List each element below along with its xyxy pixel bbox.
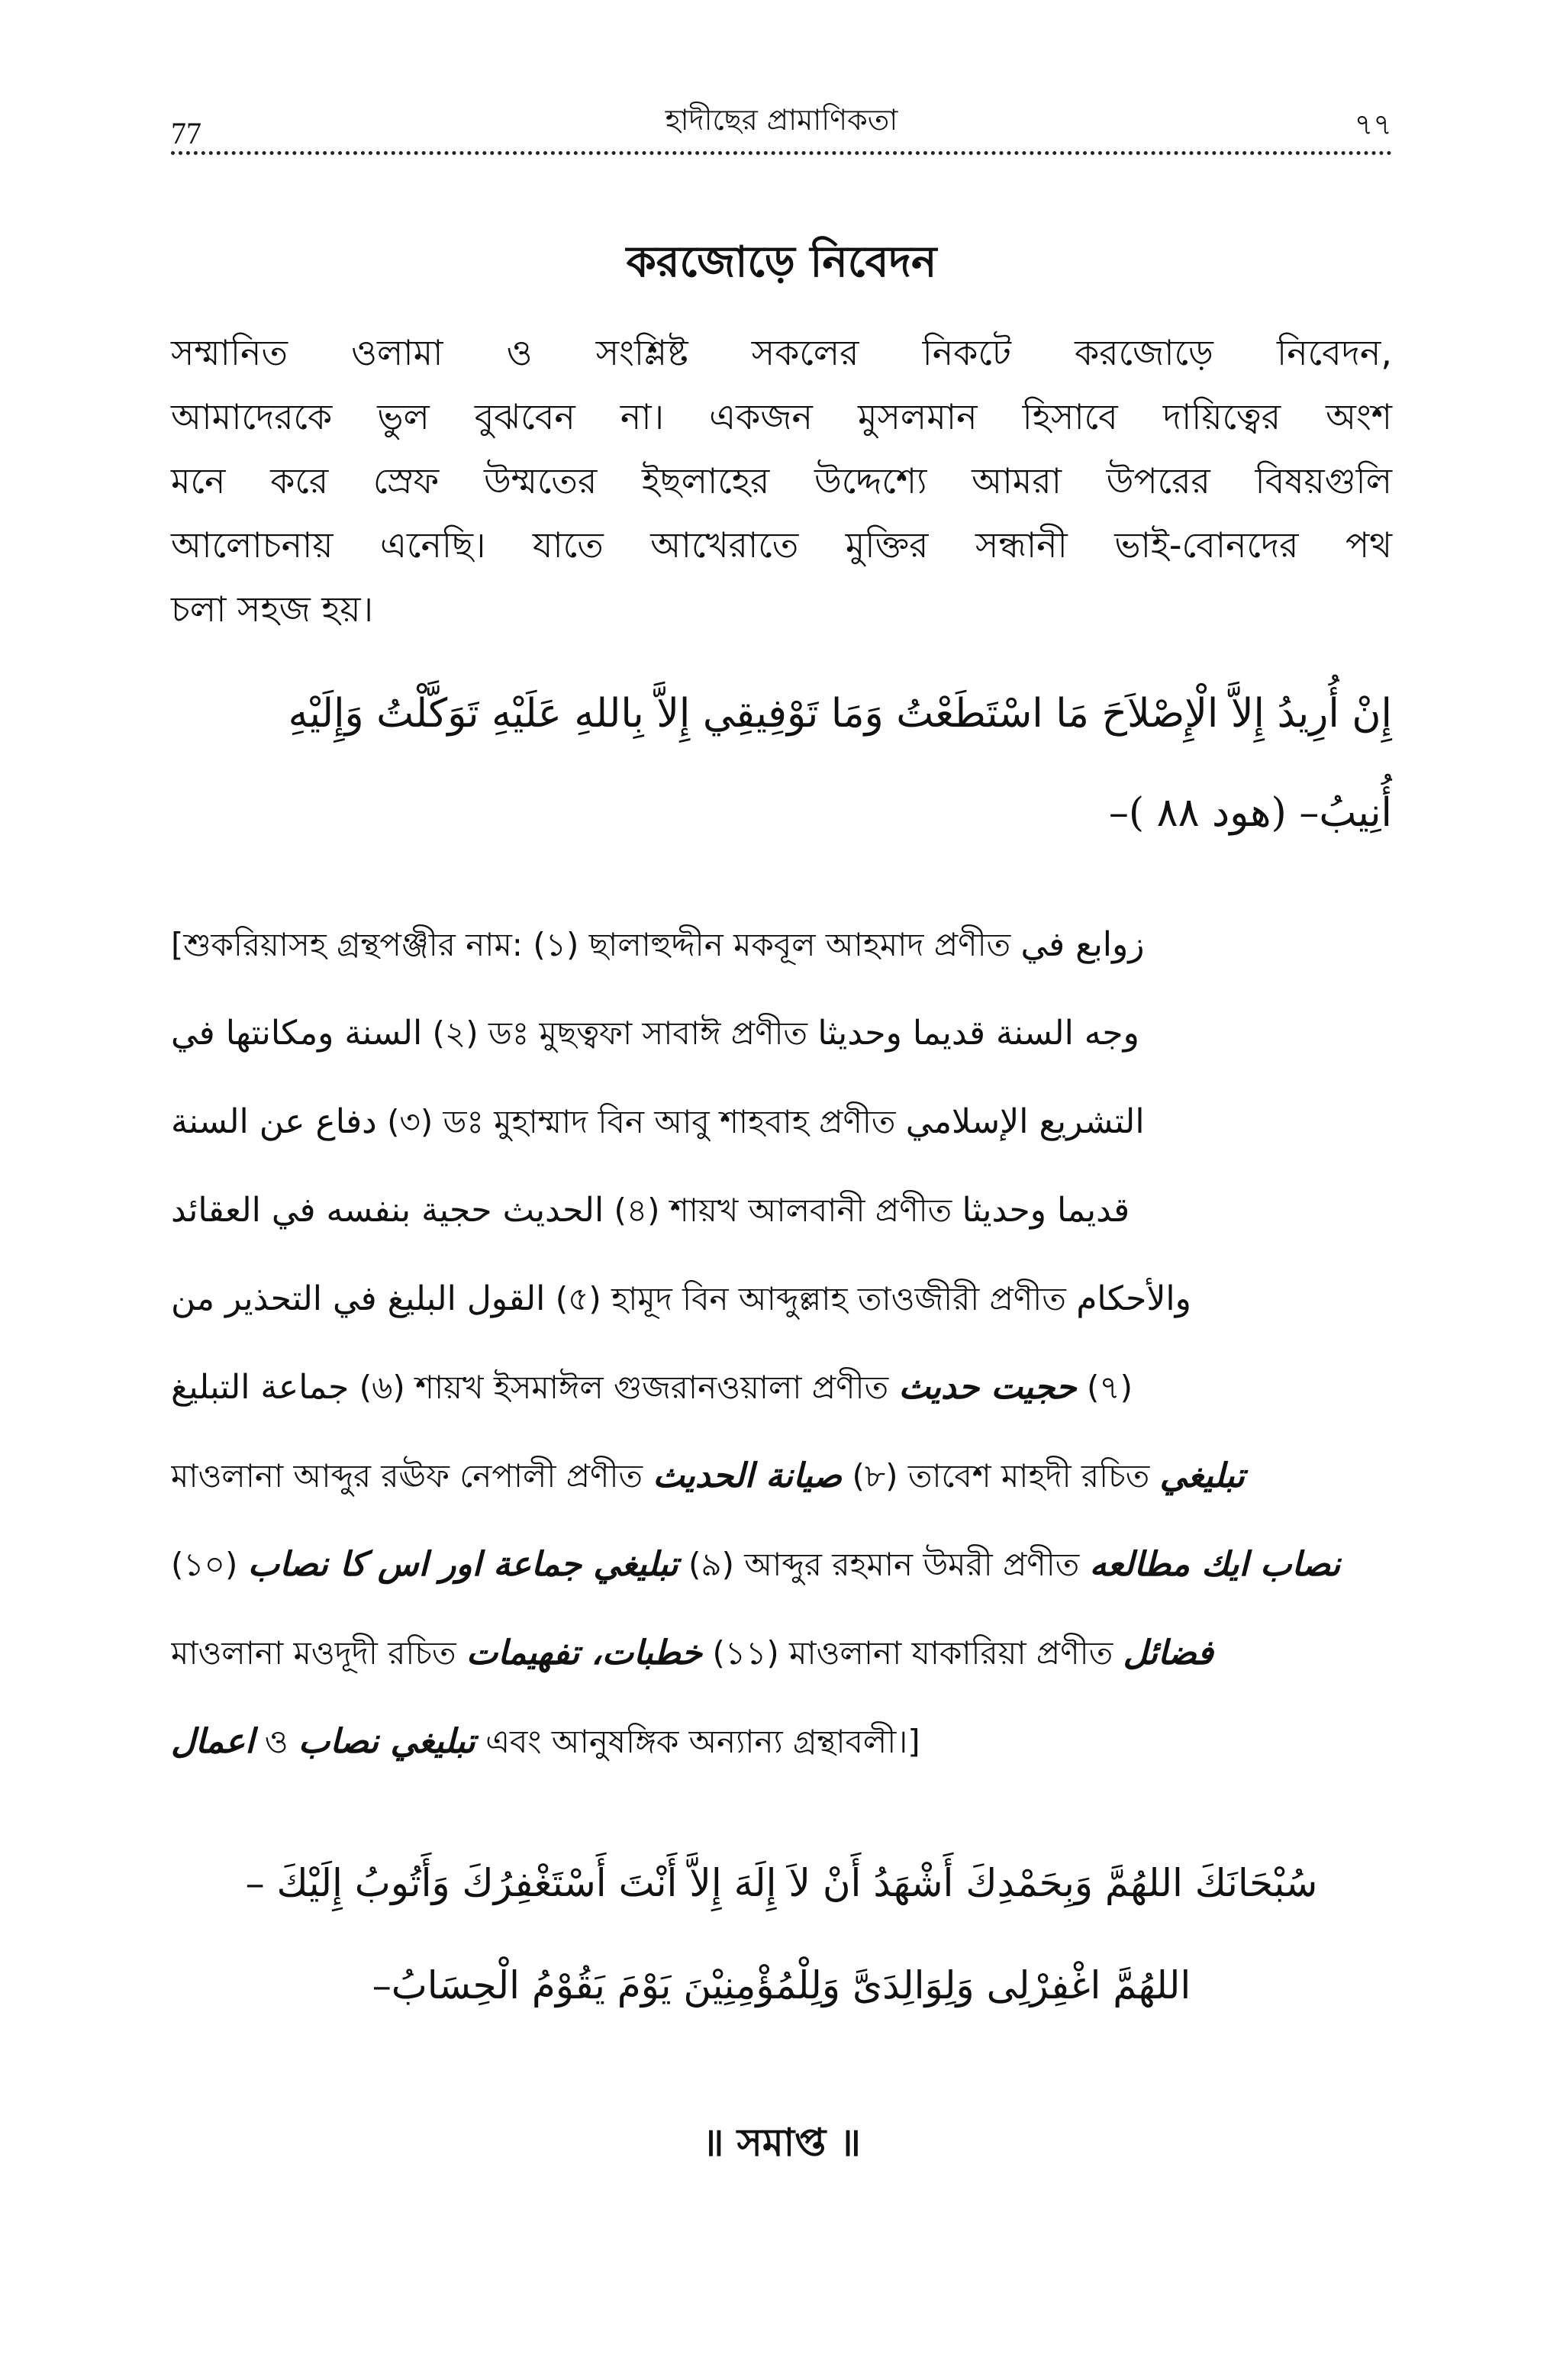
bibliography-line [171,1343,1392,1432]
section-heading: করজোড়ে নিবেদন [626,237,937,287]
ref-text: (১০) [171,1546,248,1583]
ref-text: (২) ডঃ মুছত্বফা সাবাঈ প্রণীত [432,1014,818,1052]
end-marker: ॥ সমাপ্ত ॥ [702,2120,861,2165]
ref-text: মাওলানা মওদূদী রচিত [171,1634,466,1672]
bibliography-line [171,1078,1392,1166]
ref-title-arabic: التشريع الإسلامي [905,1102,1145,1141]
ref-title-urdu: تبليغي جماعة اور اس كا نصاب [247,1545,678,1584]
ref-text: (৮) তাবেশ মাহদী রচিত [852,1457,1160,1495]
page-header [171,98,1392,155]
ref-title-arabic: الحديث حجية بنفسه في العقائد [171,1191,604,1230]
bibliography-line [171,989,1392,1078]
ref-text: (১১) মাওলানা যাকারিয়া প্রণীত [712,1634,1123,1672]
paragraph-line: সম্মানিত ওলামা ও সংশ্লিষ্ট সকলের নিকটে করজোড়ে নিবেদন, [171,332,1392,373]
bibliography-line [171,1609,1392,1698]
ref-text: (৬) শায়খ ইসমাঈল গুজরানওয়ালা প্রণীত [359,1369,899,1406]
appeal-paragraph [171,321,1392,641]
ref-title-arabic: السنة ومكانتها في [171,1014,423,1053]
ref-title-urdu: فضائل [1123,1633,1213,1672]
ref-text: ও [264,1723,298,1760]
paragraph-line: আমাদেরকে ভুল বুঝবেন না। একজন মুসলমান হিসাবে দায়িত্বের অংশ [171,396,1392,437]
paragraph-line: আলোচনায় এনেছি। যাতে আখেরাতে মুক্তির সন্ধানী ভাই-বোনদের পথ [171,524,1392,566]
ref-title-arabic: وجه السنة قديما وحديثا [817,1014,1139,1053]
ref-text: (৩) ডঃ মুহাম্মাদ বিন আবু শাহবাহ প্রণীত [387,1103,906,1140]
ref-text: [শুকরিয়াসহ গ্রন্থপঞ্জীর নাম: (১) ছালাহুদ্দীন মকবূল আহমাদ প্রণীত [171,926,1021,963]
quran-verse [171,664,1392,863]
closing-dua [171,1832,1392,2037]
ref-text: মাওলানা আব্দুর রঊফ নেপালী প্রণীত [171,1457,653,1495]
page-number-latin: 77 [171,116,201,150]
ref-title-arabic: زوابع في [1020,925,1145,964]
ref-title-urdu: اعمال [171,1722,255,1761]
ref-title-arabic: دفاع عن السنة [171,1102,377,1141]
dua-line: سُبْحَانَكَ اللهُمَّ وَبِحَمْدِكَ أَشْهَدُ أَنْ لاَ إِلَهَ إِلاَّ أَنْتَ أَسْتَغْفِرُكَ وَأَتُوبُ إِلَيْكَ – [245,1861,1318,1905]
ref-text: (৯) আব্দুর রহমান উমরী প্রণীত [688,1546,1090,1583]
ref-text: (৪) শায়খ আলবানী প্রণীত [614,1192,962,1229]
dua-line: اللهُمَّ اغْفِرْلِى وَلِوَالِدَىَّ وَلِلْمُؤْمِنِيْنَ يَوْمَ يَقُوْمُ الْحِسَابُ– [372,1963,1191,2008]
bibliography-line [171,1255,1392,1343]
bibliography-line [171,901,1392,989]
ref-title-arabic: والأحكام [1076,1279,1191,1318]
paragraph-line: মনে করে স্রেফ উম্মতের ইছলাহের উদ্দেশ্যে আমরা উপরের বিষয়গুলি [171,460,1392,501]
ref-title-arabic: جماعة التبليغ [171,1368,350,1407]
bibliography-line [171,1521,1392,1609]
paragraph-line: চলা সহজ হয়। [171,589,374,630]
ref-title-arabic: القول البليغ في التحذير من [171,1279,546,1318]
bibliography-line [171,1432,1392,1521]
ref-text: এবং আনুষঙ্গিক অন্যান্য গ্রন্থাবলী।] [485,1723,920,1760]
ref-title-urdu: حجيت حديث [898,1368,1077,1407]
ref-title-urdu: خطبات، تفهيمات [466,1633,703,1672]
bibliography-line [171,1698,1392,1786]
ref-title-arabic: قديما وحديثا [962,1191,1130,1230]
ref-text: (৫) হামূদ বিন আব্দুল্লাহ তাওজীরী প্রণীত [555,1280,1077,1317]
running-title: হাদীছের প্রামাণিকতা [665,103,898,137]
bibliography [171,901,1392,1786]
quran-line: أُنِيبُ– (هود ٨٨ )– [1108,790,1392,836]
ref-title-urdu: تبليغي [1159,1456,1245,1495]
quran-line: إِنْ أُرِيدُ إِلاَّ الْإِصْلاَحَ مَا اسْتَطَعْتُ وَمَا تَوْفِيقِي إِلاَّ بِاللهِ عَلَيْهِ تَوَكَّلْتُ وَإِلَيْهِ [288,691,1392,737]
bibliography-line [171,1166,1392,1255]
ref-title-urdu: صيانة الحديث [653,1456,843,1495]
ref-title-urdu: نصاب ايك مطالعه [1089,1545,1341,1584]
page-number-bengali: ৭৭ [1354,108,1392,141]
ref-text: (৭) [1086,1369,1133,1406]
ref-title-urdu: تبليغي نصاب [298,1722,475,1761]
